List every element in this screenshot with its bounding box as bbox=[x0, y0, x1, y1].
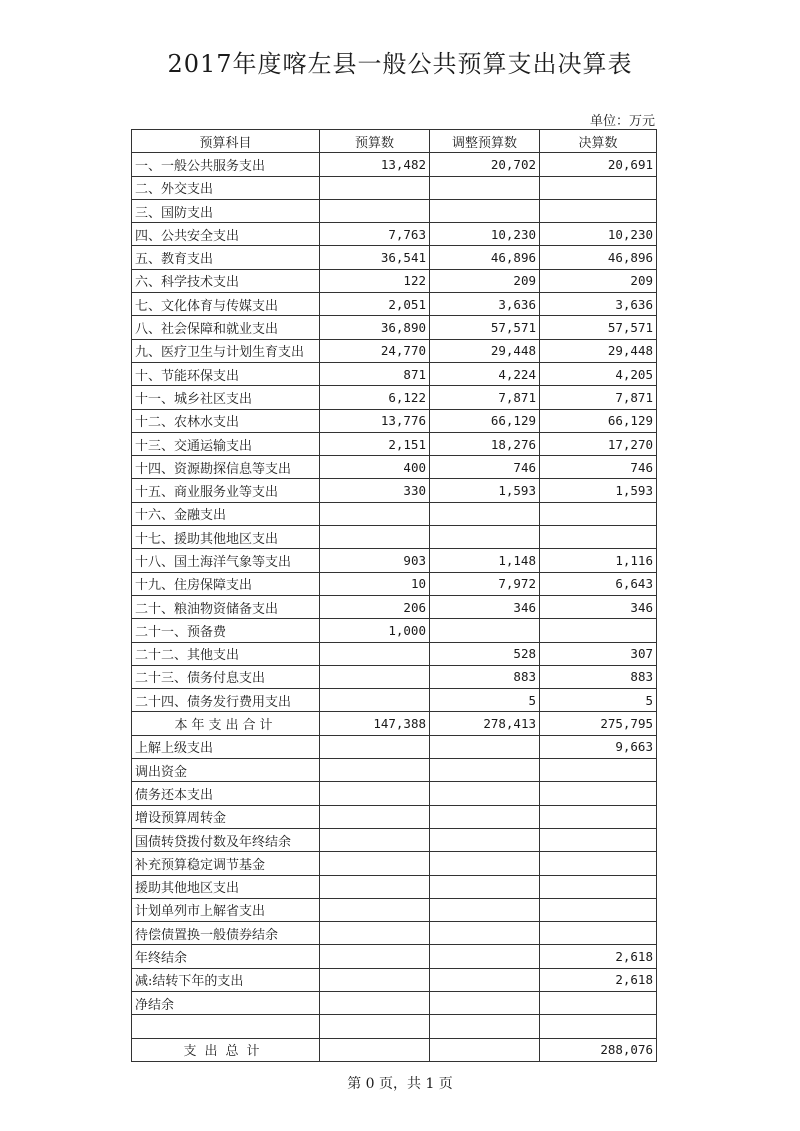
table-row bbox=[132, 572, 657, 595]
row-budget: 147,388 bbox=[320, 712, 430, 735]
row-budget bbox=[320, 1015, 430, 1038]
row-subject: 十二、农林水支出 bbox=[132, 409, 320, 432]
row-adjusted bbox=[430, 828, 540, 851]
row-subject: 一、一般公共服务支出 bbox=[132, 153, 320, 176]
row-adjusted: 18,276 bbox=[430, 432, 540, 455]
row-adjusted: 3,636 bbox=[430, 293, 540, 316]
row-final bbox=[540, 1015, 657, 1038]
row-subject: 计划单列市上解省支出 bbox=[132, 898, 320, 921]
table-row bbox=[132, 1015, 657, 1038]
row-budget: 903 bbox=[320, 549, 430, 572]
table-row bbox=[132, 595, 657, 618]
row-subject: 待偿债置换一般债券结余 bbox=[132, 922, 320, 945]
row-final bbox=[540, 922, 657, 945]
row-final: 17,270 bbox=[540, 432, 657, 455]
row-budget bbox=[320, 852, 430, 875]
row-subject: 增设预算周转金 bbox=[132, 805, 320, 828]
header-final: 决算数 bbox=[540, 130, 657, 153]
table-row bbox=[132, 502, 657, 525]
row-budget bbox=[320, 176, 430, 199]
row-budget: 36,890 bbox=[320, 316, 430, 339]
row-adjusted: 1,593 bbox=[430, 479, 540, 502]
row-subject: 年终结余 bbox=[132, 945, 320, 968]
row-adjusted bbox=[430, 759, 540, 782]
row-adjusted bbox=[430, 199, 540, 222]
row-budget: 1,000 bbox=[320, 619, 430, 642]
table-row bbox=[132, 199, 657, 222]
table-row bbox=[132, 922, 657, 945]
row-subject: 十五、商业服务业等支出 bbox=[132, 479, 320, 502]
row-subject: 二十四、债务发行费用支出 bbox=[132, 689, 320, 712]
table-row bbox=[132, 339, 657, 362]
row-adjusted: 746 bbox=[430, 456, 540, 479]
row-final: 275,795 bbox=[540, 712, 657, 735]
row-adjusted: 1,148 bbox=[430, 549, 540, 572]
table-row bbox=[132, 968, 657, 991]
row-subject: 国债转贷拨付数及年终结余 bbox=[132, 828, 320, 851]
row-budget: 13,482 bbox=[320, 153, 430, 176]
row-budget bbox=[320, 922, 430, 945]
row-subject: 九、医疗卫生与计划生育支出 bbox=[132, 339, 320, 362]
row-final: 9,663 bbox=[540, 735, 657, 758]
row-final: 883 bbox=[540, 665, 657, 688]
row-adjusted: 883 bbox=[430, 665, 540, 688]
row-final: 46,896 bbox=[540, 246, 657, 269]
row-adjusted: 209 bbox=[430, 269, 540, 292]
row-adjusted: 20,702 bbox=[430, 153, 540, 176]
row-budget: 206 bbox=[320, 595, 430, 618]
row-subject: 八、社会保障和就业支出 bbox=[132, 316, 320, 339]
row-final: 288,076 bbox=[540, 1038, 657, 1061]
row-budget: 10 bbox=[320, 572, 430, 595]
row-subject: 十八、国土海洋气象等支出 bbox=[132, 549, 320, 572]
row-budget bbox=[320, 199, 430, 222]
row-subject: 减:结转下年的支出 bbox=[132, 968, 320, 991]
row-final bbox=[540, 782, 657, 805]
table-row bbox=[132, 642, 657, 665]
row-subject: 本年支出合计 bbox=[132, 712, 320, 735]
row-subject: 七、文化体育与传媒支出 bbox=[132, 293, 320, 316]
row-final: 66,129 bbox=[540, 409, 657, 432]
row-adjusted bbox=[430, 619, 540, 642]
table-row bbox=[132, 223, 657, 246]
row-budget bbox=[320, 642, 430, 665]
row-final: 20,691 bbox=[540, 153, 657, 176]
row-adjusted: 278,413 bbox=[430, 712, 540, 735]
row-adjusted bbox=[430, 735, 540, 758]
table-row bbox=[132, 269, 657, 292]
row-adjusted bbox=[430, 782, 540, 805]
row-budget bbox=[320, 689, 430, 712]
row-final bbox=[540, 805, 657, 828]
row-subject bbox=[132, 1015, 320, 1038]
row-adjusted bbox=[430, 805, 540, 828]
row-budget: 122 bbox=[320, 269, 430, 292]
row-adjusted bbox=[430, 922, 540, 945]
row-final: 1,593 bbox=[540, 479, 657, 502]
row-budget: 2,051 bbox=[320, 293, 430, 316]
row-adjusted bbox=[430, 945, 540, 968]
table-body bbox=[132, 153, 657, 1062]
row-adjusted: 5 bbox=[430, 689, 540, 712]
table-row bbox=[132, 805, 657, 828]
row-adjusted: 10,230 bbox=[430, 223, 540, 246]
row-adjusted bbox=[430, 1038, 540, 1061]
row-final: 5 bbox=[540, 689, 657, 712]
table-row bbox=[132, 386, 657, 409]
table-row bbox=[132, 432, 657, 455]
row-final: 746 bbox=[540, 456, 657, 479]
row-budget: 2,151 bbox=[320, 432, 430, 455]
table-row bbox=[132, 735, 657, 758]
table-row bbox=[132, 176, 657, 199]
row-budget bbox=[320, 945, 430, 968]
row-adjusted: 66,129 bbox=[430, 409, 540, 432]
row-adjusted bbox=[430, 875, 540, 898]
row-budget: 36,541 bbox=[320, 246, 430, 269]
row-budget bbox=[320, 991, 430, 1014]
row-subject: 债务还本支出 bbox=[132, 782, 320, 805]
row-adjusted: 7,871 bbox=[430, 386, 540, 409]
table-row bbox=[132, 689, 657, 712]
table-row bbox=[132, 828, 657, 851]
row-budget: 400 bbox=[320, 456, 430, 479]
table-row bbox=[132, 293, 657, 316]
row-final bbox=[540, 875, 657, 898]
row-final: 209 bbox=[540, 269, 657, 292]
unit-label: 单位：万元 bbox=[589, 114, 655, 129]
row-subject: 十一、城乡社区支出 bbox=[132, 386, 320, 409]
row-adjusted: 346 bbox=[430, 595, 540, 618]
row-final: 346 bbox=[540, 595, 657, 618]
row-final bbox=[540, 828, 657, 851]
row-subject: 补充预算稳定调节基金 bbox=[132, 852, 320, 875]
row-budget bbox=[320, 828, 430, 851]
row-subject: 二十二、其他支出 bbox=[132, 642, 320, 665]
table-row bbox=[132, 759, 657, 782]
table-row bbox=[132, 991, 657, 1014]
row-adjusted: 57,571 bbox=[430, 316, 540, 339]
row-final: 2,618 bbox=[540, 945, 657, 968]
row-budget: 24,770 bbox=[320, 339, 430, 362]
row-subject: 十七、援助其他地区支出 bbox=[132, 526, 320, 549]
row-final bbox=[540, 176, 657, 199]
row-budget bbox=[320, 735, 430, 758]
page-title: 2017年度喀左县一般公共预算支出决算表 bbox=[167, 50, 633, 78]
row-subject: 调出资金 bbox=[132, 759, 320, 782]
row-subject: 十四、资源勘探信息等支出 bbox=[132, 456, 320, 479]
row-budget bbox=[320, 782, 430, 805]
row-final bbox=[540, 619, 657, 642]
row-adjusted bbox=[430, 991, 540, 1014]
row-adjusted: 4,224 bbox=[430, 362, 540, 385]
row-adjusted: 7,972 bbox=[430, 572, 540, 595]
row-final bbox=[540, 852, 657, 875]
row-subject: 二、外交支出 bbox=[132, 176, 320, 199]
row-budget bbox=[320, 875, 430, 898]
table-row bbox=[132, 782, 657, 805]
row-budget bbox=[320, 759, 430, 782]
row-final bbox=[540, 502, 657, 525]
row-subject: 十六、金融支出 bbox=[132, 502, 320, 525]
row-final bbox=[540, 898, 657, 921]
table-row bbox=[132, 665, 657, 688]
row-final: 29,448 bbox=[540, 339, 657, 362]
header-budget: 预算数 bbox=[320, 130, 430, 153]
row-subject: 六、科学技术支出 bbox=[132, 269, 320, 292]
table-row bbox=[132, 898, 657, 921]
row-final bbox=[540, 526, 657, 549]
header-adjusted: 调整预算数 bbox=[430, 130, 540, 153]
row-subject: 十、节能环保支出 bbox=[132, 362, 320, 385]
row-subject: 援助其他地区支出 bbox=[132, 875, 320, 898]
row-subject: 支出总计 bbox=[132, 1038, 320, 1061]
table-row bbox=[132, 619, 657, 642]
row-subject: 三、国防支出 bbox=[132, 199, 320, 222]
row-budget bbox=[320, 526, 430, 549]
row-subject: 五、教育支出 bbox=[132, 246, 320, 269]
table-header-row bbox=[132, 130, 657, 153]
table-row bbox=[132, 549, 657, 572]
table-row bbox=[132, 246, 657, 269]
row-final: 57,571 bbox=[540, 316, 657, 339]
table-row bbox=[132, 526, 657, 549]
table-row bbox=[132, 712, 657, 735]
row-final: 307 bbox=[540, 642, 657, 665]
row-final bbox=[540, 759, 657, 782]
row-final: 6,643 bbox=[540, 572, 657, 595]
row-budget: 7,763 bbox=[320, 223, 430, 246]
row-adjusted: 528 bbox=[430, 642, 540, 665]
row-budget bbox=[320, 665, 430, 688]
row-adjusted bbox=[430, 852, 540, 875]
row-adjusted bbox=[430, 526, 540, 549]
row-subject: 二十、粮油物资储备支出 bbox=[132, 595, 320, 618]
row-subject: 二十一、预备费 bbox=[132, 619, 320, 642]
row-budget bbox=[320, 968, 430, 991]
row-final: 3,636 bbox=[540, 293, 657, 316]
row-final bbox=[540, 991, 657, 1014]
row-final: 2,618 bbox=[540, 968, 657, 991]
row-budget bbox=[320, 502, 430, 525]
table-row bbox=[132, 479, 657, 502]
table-row bbox=[132, 945, 657, 968]
row-final: 10,230 bbox=[540, 223, 657, 246]
row-final: 7,871 bbox=[540, 386, 657, 409]
row-adjusted bbox=[430, 176, 540, 199]
row-budget: 871 bbox=[320, 362, 430, 385]
table-row bbox=[132, 362, 657, 385]
row-adjusted bbox=[430, 1015, 540, 1038]
row-subject: 十九、住房保障支出 bbox=[132, 572, 320, 595]
row-adjusted bbox=[430, 968, 540, 991]
table-row bbox=[132, 875, 657, 898]
table-row bbox=[132, 456, 657, 479]
table-row bbox=[132, 1038, 657, 1061]
row-subject: 二十三、债务付息支出 bbox=[132, 665, 320, 688]
table-row bbox=[132, 409, 657, 432]
row-adjusted bbox=[430, 502, 540, 525]
row-adjusted: 46,896 bbox=[430, 246, 540, 269]
table-row bbox=[132, 316, 657, 339]
row-budget: 6,122 bbox=[320, 386, 430, 409]
row-subject: 十三、交通运输支出 bbox=[132, 432, 320, 455]
row-final bbox=[540, 199, 657, 222]
row-final: 4,205 bbox=[540, 362, 657, 385]
row-subject: 四、公共安全支出 bbox=[132, 223, 320, 246]
header-subject: 预算科目 bbox=[132, 130, 320, 153]
budget-table bbox=[131, 129, 657, 1062]
row-adjusted bbox=[430, 898, 540, 921]
row-final: 1,116 bbox=[540, 549, 657, 572]
row-adjusted: 29,448 bbox=[430, 339, 540, 362]
row-budget: 330 bbox=[320, 479, 430, 502]
row-subject: 上解上级支出 bbox=[132, 735, 320, 758]
row-budget bbox=[320, 898, 430, 921]
row-budget bbox=[320, 805, 430, 828]
row-budget: 13,776 bbox=[320, 409, 430, 432]
row-budget bbox=[320, 1038, 430, 1061]
page-footer: 第 0 页，共 1 页 bbox=[347, 1076, 453, 1092]
table-row bbox=[132, 852, 657, 875]
table-row bbox=[132, 153, 657, 176]
row-subject: 净结余 bbox=[132, 991, 320, 1014]
